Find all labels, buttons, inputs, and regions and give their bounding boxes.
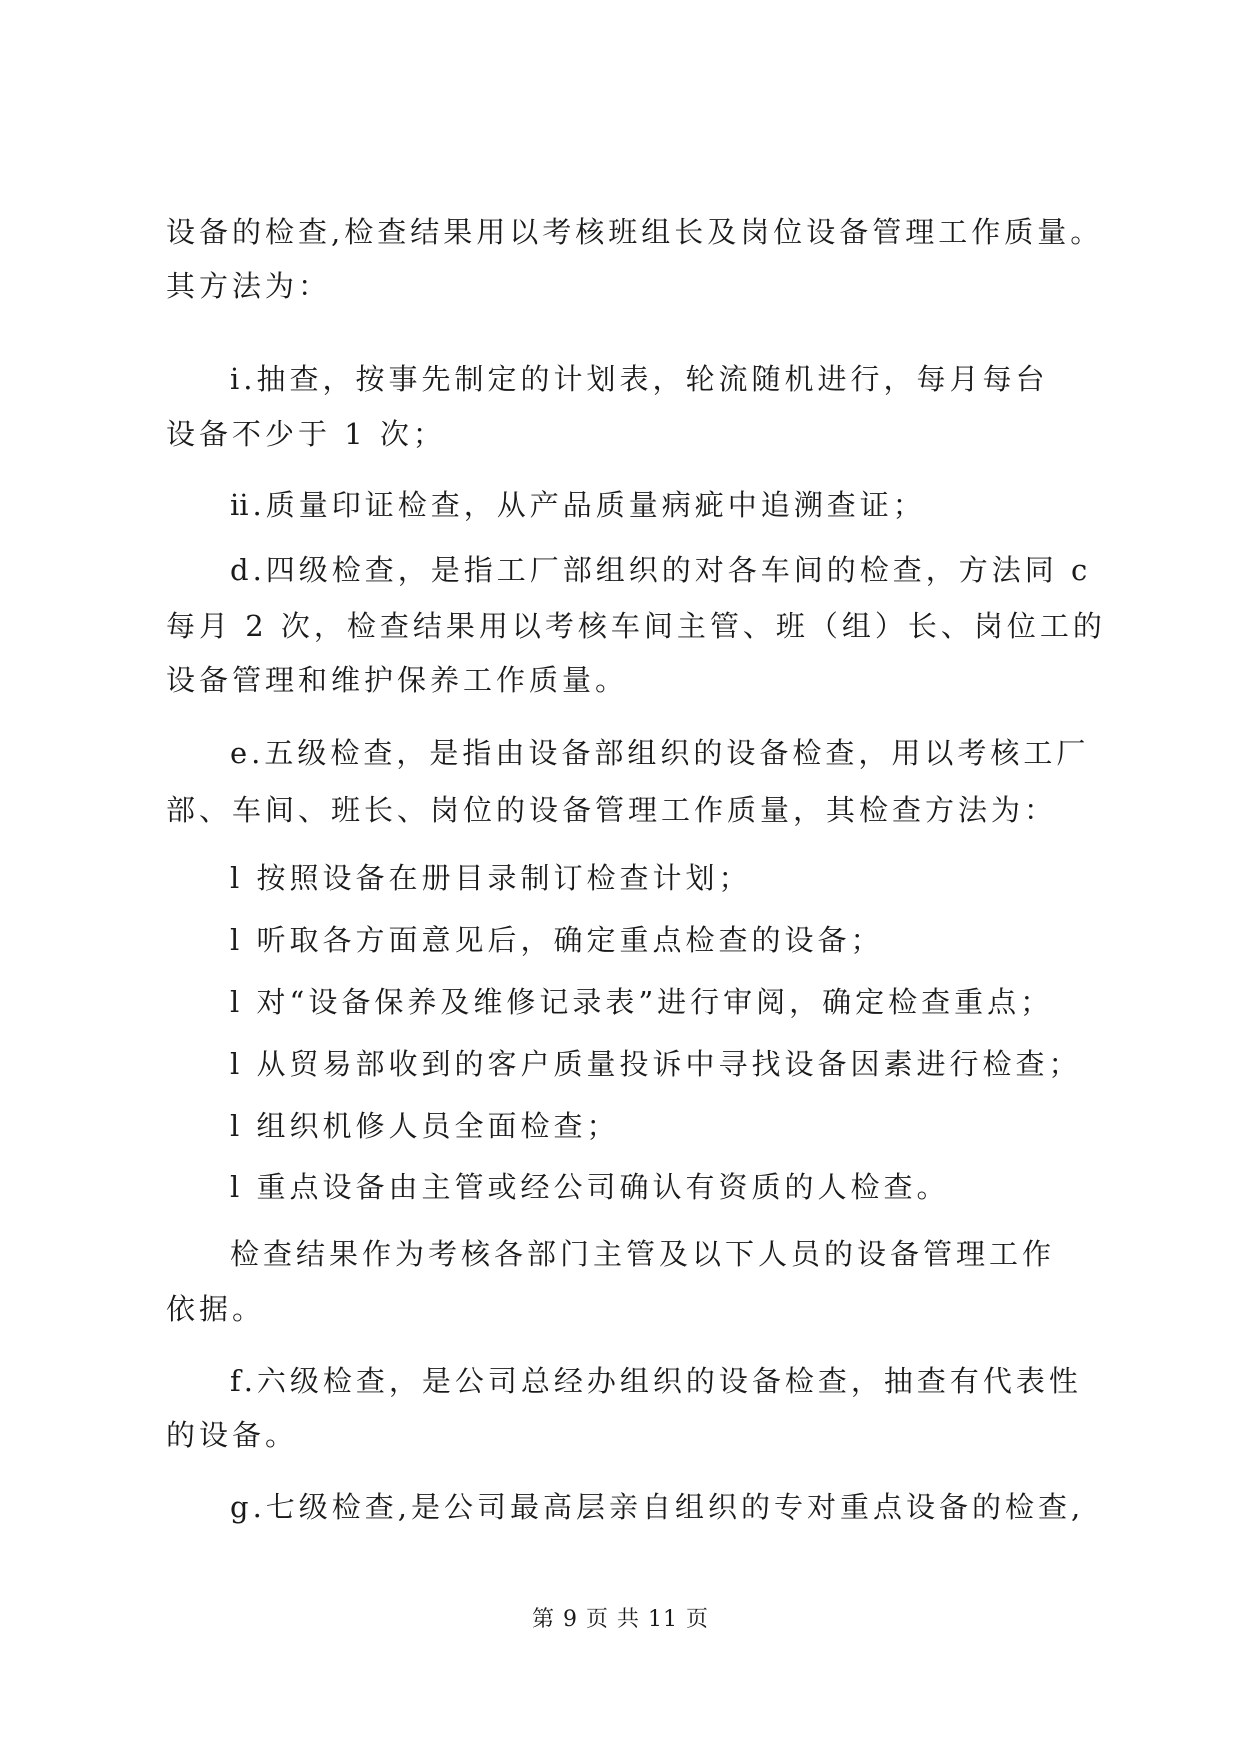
text-line: ⅰ.抽查，按事先制定的计划表，轮流随机进行，每月每台 xyxy=(230,362,1049,396)
text-line: 的设备。 xyxy=(166,1418,299,1452)
text-line: 设备的检查,检查结果用以考核班组长及岗位设备管理工作质量。 xyxy=(166,215,1104,249)
text-line: l 重点设备由主管或经公司确认有资质的人检查。 xyxy=(230,1170,950,1204)
text-line: f.六级检查，是公司总经办组织的设备检查，抽查有代表性 xyxy=(230,1364,1082,1398)
text-line: 每月 2 次，检查结果用以考核车间主管、班（组）长、岗位工的 xyxy=(166,609,1106,643)
text-line: l 从贸易部收到的客户质量投诉中寻找设备因素进行检查； xyxy=(230,1047,1082,1081)
text-line: 依据。 xyxy=(166,1292,266,1326)
text-line: ⅱ.质量印证检查，从产品质量病疵中追溯查证； xyxy=(230,488,926,522)
text-line: d.四级检查，是指工厂部组织的对各车间的检查，方法同 c xyxy=(230,553,1092,587)
page-footer: 第 9 页 共 11 页 xyxy=(532,1607,709,1632)
text-line: l 按照设备在册目录制订检查计划； xyxy=(230,861,752,895)
text-line: g.七级检查,是公司最高层亲自组织的专对重点设备的检查, xyxy=(230,1490,1085,1524)
text-line: 设备不少于 1 次； xyxy=(166,417,446,451)
text-line: 检查结果作为考核各部门主管及以下人员的设备管理工作 xyxy=(230,1237,1056,1271)
text-line: l 组织机修人员全面检查； xyxy=(230,1109,620,1143)
text-line: l 听取各方面意见后，确定重点检查的设备； xyxy=(230,923,884,957)
text-line: 设备管理和维护保养工作质量。 xyxy=(166,663,629,697)
text-line: l 对“设备保养及维修记录表”进行审阅，确定检查重点； xyxy=(230,985,1054,1019)
text-line: 部、车间、班长、岗位的设备管理工作质量，其检查方法为： xyxy=(166,793,1058,827)
text-line: e.五级检查，是指由设备部组织的设备检查，用以考核工厂 xyxy=(230,736,1090,770)
text-line: 其方法为： xyxy=(166,269,332,303)
